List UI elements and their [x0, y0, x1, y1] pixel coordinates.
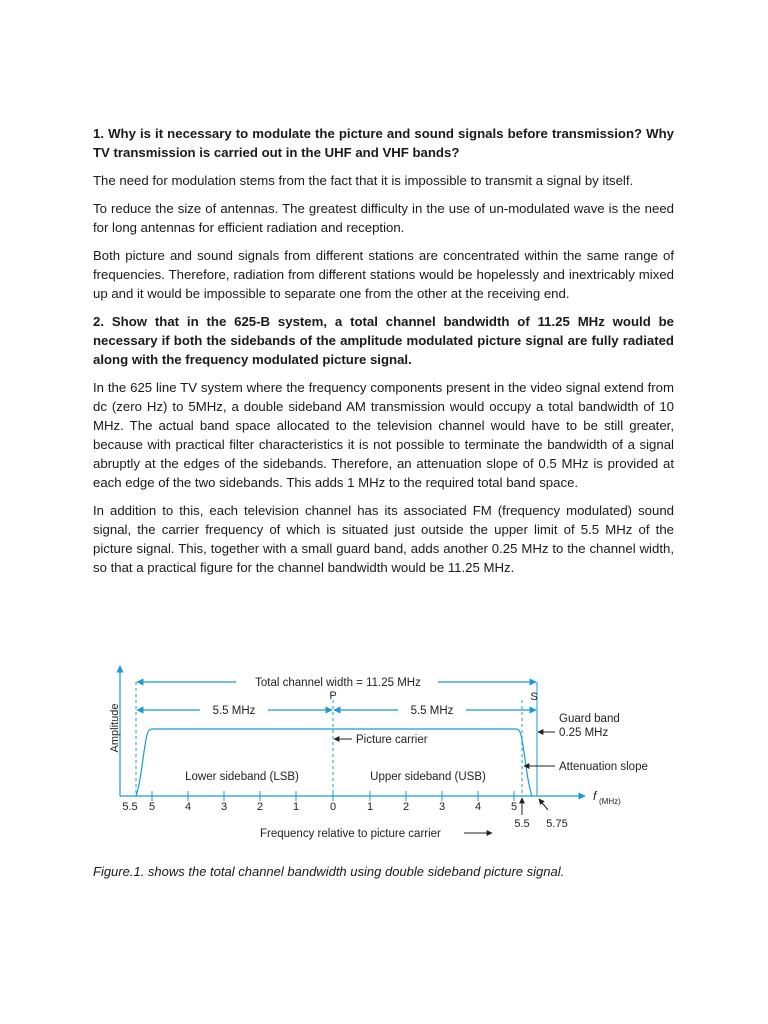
guard-band-value: 0.25 MHz [559, 727, 609, 739]
answer-1-paragraph-3: Both picture and sound signals from different stations are concentrated within the same range of frequencies. Therefore, radiation from different stations would be hopelessly and inextricably mixed up and it would be impossible to separate one from the other at the receiving end. [93, 248, 674, 301]
p-label: P [329, 690, 337, 702]
question-1: 1. Why is it necessary to modulate the picture and sound signals before transmission? Why TV transmission is carried out in the UHF and VHF bands? [93, 126, 674, 160]
channel-bandwidth-figure [100, 660, 660, 850]
answer-1-paragraph-1: The need for modulation stems from the fact that it is impossible to transmit a signal by itself. [93, 173, 634, 188]
tick-label: 0 [329, 801, 337, 813]
question-2: 2. Show that in the 625-B system, a total channel bandwidth of 11.25 MHz would be necessary if both the sidebands of the amplitude modulated picture signal are fully radiated along with the frequency modulated picture signal. [93, 314, 674, 367]
lsb-width-label: 5.5 MHz [212, 705, 256, 717]
usb-label: Upper sideband (USB) [370, 771, 486, 783]
picture-carrier-label: Picture carrier [356, 734, 428, 746]
tick-label: 1 [366, 801, 374, 813]
tick-label-5-5: 5.5 [514, 818, 530, 830]
attenuation-label: Attenuation slope [559, 761, 648, 773]
usb-width-label: 5.5 MHz [410, 705, 454, 717]
tick-label: 3 [220, 801, 228, 813]
figure-caption: Figure.1. shows the total channel bandwidth using double sideband picture signal. [93, 864, 565, 879]
tick-label: 4 [474, 801, 482, 813]
y-axis-label: Amplitude [109, 703, 121, 753]
tick-label: 1 [292, 801, 300, 813]
answer-2-paragraph-2: In addition to this, each television channel has its associated FM (frequency modulated) sound signal, the carrier frequency of which is situated just outside the upper limit of 5.5 MHz of the picture signal. This, together with a small guard band, adds another 0.25 MHz to the channel width, so that a practical figure for the channel bandwidth would be 11.25 MHz. [93, 503, 674, 575]
tick-label: 3 [438, 801, 446, 813]
tick-label: 5 [148, 801, 156, 813]
total-width-label: Total channel width = 11.25 MHz [255, 677, 421, 689]
x-axis-symbol: f [593, 789, 597, 803]
tick-label: 5.5 [122, 801, 138, 813]
x-axis-unit: (MHz) [599, 797, 621, 806]
document-body [93, 124, 674, 586]
tick-label: 2 [402, 801, 410, 813]
tick-label: 2 [256, 801, 264, 813]
answer-2-paragraph-1: In the 625 line TV system where the frequency components present in the video signal extend from dc (zero Hz) to 5MHz, a double sideband AM transmission would occupy a total bandwidth of 10 MHz. The actual band space allocated to the television channel would have to be still greater, because with practical filter characteristics it is not possible to terminate the bandwidth of a signal abruptly at the edges of the sidebands. Therefore, an attenuation slope of 0.5 MHz is provided at each edge of the two sidebands. This adds 1 MHz to the required total band space. [93, 380, 674, 490]
tick-label: 5 [510, 801, 518, 813]
x-axis-caption: Frequency relative to picture carrier [260, 828, 441, 840]
lsb-label: Lower sideband (LSB) [185, 771, 299, 783]
s-label: S [530, 691, 538, 703]
tick-label-5-75: 5.75 [546, 818, 568, 830]
guard-band-label: Guard band [559, 713, 620, 725]
pointer-5-75 [539, 799, 548, 810]
answer-1-paragraph-2: To reduce the size of antennas. The greatest difficulty in the use of un-modulated wave is the need for long antennas for efficient radiation and reception. [93, 201, 674, 235]
tick-label: 4 [184, 801, 192, 813]
